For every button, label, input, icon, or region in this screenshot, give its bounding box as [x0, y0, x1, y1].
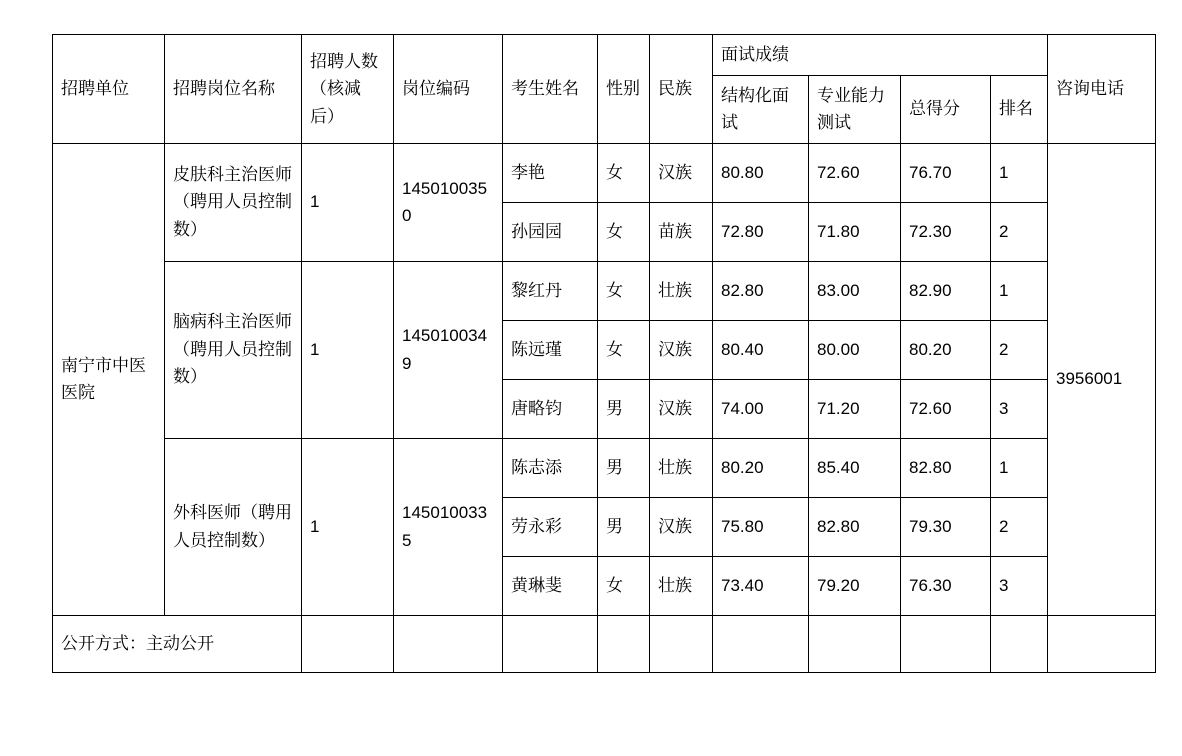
cell-nation: 汉族	[650, 379, 713, 438]
cell-sex: 女	[598, 320, 650, 379]
cell-post-number: 1	[302, 143, 394, 261]
cell-sex: 男	[598, 497, 650, 556]
cell-structured-score: 80.40	[713, 320, 809, 379]
header-rank: 排名	[991, 75, 1048, 143]
cell-total-score: 72.30	[901, 202, 991, 261]
cell-post-name: 皮肤科主治医师（聘用人员控制数）	[165, 143, 302, 261]
cell-nation: 汉族	[650, 143, 713, 202]
cell-nation: 壮族	[650, 556, 713, 615]
cell-sex: 女	[598, 202, 650, 261]
cell-total-score: 80.20	[901, 320, 991, 379]
cell-skill-score: 71.80	[809, 202, 901, 261]
cell-phone: 3956001	[1048, 143, 1156, 615]
cell-sex: 男	[598, 379, 650, 438]
cell-skill-score: 72.60	[809, 143, 901, 202]
cell-nation: 壮族	[650, 438, 713, 497]
cell-rank: 2	[991, 320, 1048, 379]
header-total-score: 总得分	[901, 75, 991, 143]
cell-post-name: 外科医师（聘用人员控制数）	[165, 438, 302, 615]
cell-sex: 女	[598, 261, 650, 320]
cell-nation: 汉族	[650, 497, 713, 556]
cell-footer-blank-skill	[809, 615, 901, 672]
cell-rank: 3	[991, 556, 1048, 615]
cell-rank: 2	[991, 497, 1048, 556]
cell-post-code: 1450100350	[394, 143, 503, 261]
cell-candidate-name: 黎红丹	[503, 261, 598, 320]
cell-total-score: 72.60	[901, 379, 991, 438]
header-candidate: 考生姓名	[503, 35, 598, 144]
table-row	[53, 261, 1156, 320]
cell-skill-score: 85.40	[809, 438, 901, 497]
cell-structured-score: 75.80	[713, 497, 809, 556]
cell-skill-score: 83.00	[809, 261, 901, 320]
cell-structured-score: 72.80	[713, 202, 809, 261]
cell-unit-name: 南宁市中医医院	[53, 143, 165, 615]
cell-post-number: 1	[302, 438, 394, 615]
cell-post-number: 1	[302, 261, 394, 438]
cell-candidate-name: 陈远瑾	[503, 320, 598, 379]
table-row	[53, 143, 1156, 202]
header-structured-interview: 结构化面试	[713, 75, 809, 143]
interview-results-table	[52, 34, 1156, 673]
header-post: 招聘岗位名称	[165, 35, 302, 144]
cell-footer-blank-rank	[991, 615, 1048, 672]
cell-post-code: 1450100335	[394, 438, 503, 615]
table-body	[53, 143, 1156, 672]
cell-candidate-name: 李艳	[503, 143, 598, 202]
header-row-group	[53, 35, 1156, 76]
cell-candidate-name: 劳永彩	[503, 497, 598, 556]
cell-skill-score: 82.80	[809, 497, 901, 556]
cell-rank: 2	[991, 202, 1048, 261]
cell-skill-score: 80.00	[809, 320, 901, 379]
table-footer-row	[53, 615, 1156, 672]
cell-footer-blank-name	[503, 615, 598, 672]
cell-rank: 1	[991, 261, 1048, 320]
cell-rank: 1	[991, 143, 1048, 202]
cell-structured-score: 74.00	[713, 379, 809, 438]
cell-rank: 3	[991, 379, 1048, 438]
cell-footer-blank-total	[901, 615, 991, 672]
header-number: 招聘人数（核减后）	[302, 35, 394, 144]
cell-footer-blank-num	[302, 615, 394, 672]
cell-footer-blank-code	[394, 615, 503, 672]
cell-structured-score: 80.20	[713, 438, 809, 497]
header-phone: 咨询电话	[1048, 35, 1156, 144]
header-skill-test: 专业能力测试	[809, 75, 901, 143]
cell-sex: 女	[598, 556, 650, 615]
cell-rank: 1	[991, 438, 1048, 497]
cell-total-score: 76.70	[901, 143, 991, 202]
cell-nation: 壮族	[650, 261, 713, 320]
cell-nation: 汉族	[650, 320, 713, 379]
cell-total-score: 79.30	[901, 497, 991, 556]
cell-footer-blank-phone	[1048, 615, 1156, 672]
cell-total-score: 82.90	[901, 261, 991, 320]
cell-footer-blank-nation	[650, 615, 713, 672]
cell-footer-blank-structured	[713, 615, 809, 672]
cell-disclosure-note: 公开方式：主动公开	[53, 615, 302, 672]
header-code: 岗位编码	[394, 35, 503, 144]
header-nation: 民族	[650, 35, 713, 144]
cell-total-score: 82.80	[901, 438, 991, 497]
header-unit: 招聘单位	[53, 35, 165, 144]
cell-total-score: 76.30	[901, 556, 991, 615]
cell-structured-score: 73.40	[713, 556, 809, 615]
header-interview-score-group: 面试成绩	[713, 35, 1048, 76]
cell-nation: 苗族	[650, 202, 713, 261]
cell-post-code: 1450100349	[394, 261, 503, 438]
cell-candidate-name: 唐略钧	[503, 379, 598, 438]
table-header	[53, 35, 1156, 144]
cell-skill-score: 79.20	[809, 556, 901, 615]
cell-sex: 男	[598, 438, 650, 497]
header-sex: 性别	[598, 35, 650, 144]
cell-structured-score: 82.80	[713, 261, 809, 320]
cell-candidate-name: 黄琳斐	[503, 556, 598, 615]
table-row	[53, 438, 1156, 497]
cell-sex: 女	[598, 143, 650, 202]
cell-structured-score: 80.80	[713, 143, 809, 202]
cell-skill-score: 71.20	[809, 379, 901, 438]
cell-candidate-name: 孙园园	[503, 202, 598, 261]
cell-post-name: 脑病科主治医师（聘用人员控制数）	[165, 261, 302, 438]
cell-candidate-name: 陈志添	[503, 438, 598, 497]
cell-footer-blank-sex	[598, 615, 650, 672]
